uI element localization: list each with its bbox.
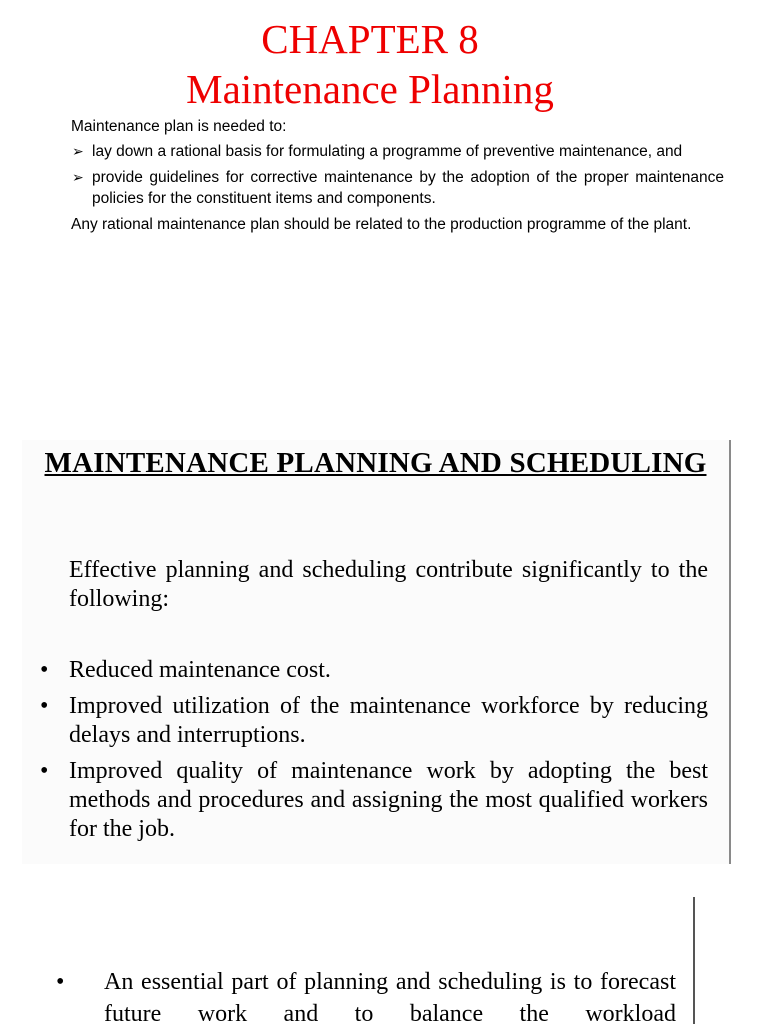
intro-closing: Any rational maintenance plan should be related to the production programme of the plant.: [71, 216, 692, 233]
panel-bullet-text: Reduced maintenance cost.: [69, 657, 331, 683]
panel-bullet-text: Improved utilization of the maintenance workforce by reducing delays and interruptions.: [69, 693, 708, 748]
panel-lead: Effective planning and scheduling contribute significantly to the following:: [69, 557, 708, 612]
bullet-icon: •: [56, 969, 65, 995]
bottom-divider: [693, 897, 695, 1024]
intro-bullet-text: provide guidelines for corrective maintenance by the adoption of the proper maintenance policies for the constituent items and components.: [92, 169, 724, 207]
panel-bullet-item: [40, 656, 708, 685]
intro-lead: Maintenance plan is needed to:: [71, 118, 287, 135]
panel-bullet-text: Improved quality of maintenance work by adopting the best methods and procedures and assigning the most qualified workers for the job.: [69, 758, 708, 842]
scanned-slide-panel: [22, 440, 731, 864]
bullet-icon: •: [40, 657, 49, 683]
arrow-bullet-icon: ➢: [72, 143, 84, 159]
chapter-number: CHAPTER 8: [261, 16, 479, 62]
panel-bullet-item: [40, 757, 708, 844]
bottom-paragraph: An essential part of planning and scheduling is to forecast future work and to balance the workload: [104, 969, 676, 1027]
bullet-icon: •: [40, 693, 49, 719]
panel-heading: MAINTENANCE PLANNING AND SCHEDULING: [44, 447, 707, 479]
panel-bullet-item: [40, 692, 708, 750]
bottom-section: [56, 966, 676, 1030]
arrow-bullet-icon: ➢: [72, 169, 84, 185]
intro-section: [71, 116, 724, 239]
intro-bullet-item: [71, 167, 724, 209]
intro-bullet-text: lay down a rational basis for formulating a programme of preventive maintenance, and: [92, 143, 683, 160]
intro-bullet-list: [71, 141, 724, 209]
panel-bullet-list: [40, 656, 708, 851]
chapter-title: Maintenance Planning: [186, 66, 554, 112]
bullet-icon: •: [40, 758, 49, 784]
intro-bullet-item: [71, 141, 724, 162]
